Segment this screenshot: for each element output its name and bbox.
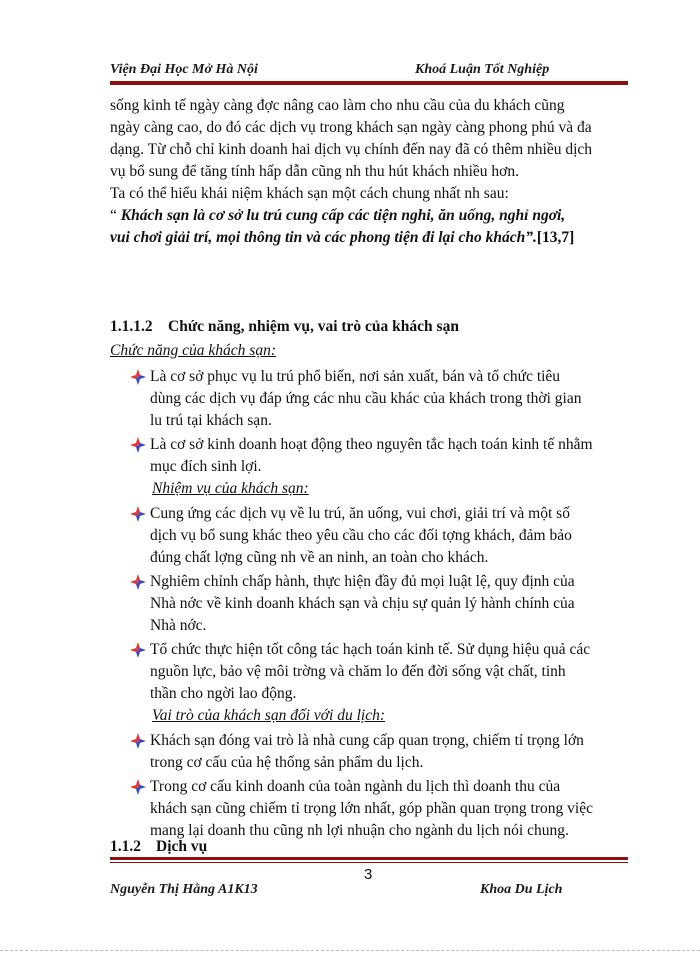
header-thesis: Khoá Luận Tốt Nghiệp: [415, 62, 550, 77]
list-item: [110, 366, 628, 432]
list-line: Khách sạn đóng vai trò là nhà cung cấp quan trọng, chiếm tỉ trọng lớn: [150, 732, 584, 749]
list-line: dịch vụ bổ sung khác theo yêu cầu cho các đối tợng khách, đảm bảo: [150, 527, 572, 544]
section-body: [110, 340, 628, 842]
list-line: nguồn lực, bảo vệ môi trờng và chăm lo đến đời sống vật chất, tinh: [150, 663, 566, 680]
section-title: Chức năng, nhiệm vụ, vai trò của khách sạn: [168, 318, 459, 335]
bullet-icon: [130, 642, 146, 658]
quote-close: ”.: [525, 229, 537, 246]
quote-line: vui chơi giải trí, mọi thông tin và các phong tiện đi lại cho khách: [110, 229, 526, 246]
bullet-icon: [130, 574, 146, 590]
list-item: [110, 730, 628, 774]
bullet-icon: [130, 779, 146, 795]
list-line: Nghiêm chỉnh chấp hành, thực hiện đầy đủ mọi luật lệ, quy định của: [150, 573, 575, 590]
functions-heading: Chức năng của khách sạn:: [110, 342, 277, 359]
intro-line: Ta có thể hiểu khái niệm khách sạn một cách chung nhất nh sau:: [110, 185, 509, 202]
section-number: 1.1.2: [110, 838, 141, 855]
list-line: dùng các dịch vụ đáp ứng các nhu cầu khác của khách trong thời gian: [150, 390, 582, 407]
list-item: [110, 571, 628, 637]
list-line: Tổ chức thực hiện tốt công tác hạch toán kinh tế. Sử dụng hiệu quả các: [150, 641, 591, 658]
header-rule: [110, 79, 628, 85]
page-break-line: [0, 950, 700, 951]
intro-line: dạng. Từ chỗ chỉ kinh doanh hai dịch vụ chính đến nay đã có thêm nhiều dịch: [110, 141, 593, 158]
citation: [13,7]: [536, 229, 575, 246]
list-line: Trong cơ cấu kinh doanh của toàn ngành du lịch thì doanh thu của: [150, 778, 561, 795]
list-line: khách sạn cũng chiếm tỉ trọng lớn nhất, góp phần quan trọng trong việc: [150, 800, 593, 817]
list-line: mục đích sinh lợi.: [150, 458, 262, 475]
quote-open: “: [110, 207, 121, 224]
intro-line: ngày càng cao, do đó các dịch vụ trong khách sạn ngày càng phong phú và đa: [110, 119, 592, 136]
list-line: Là cơ sở kinh doanh hoạt động theo nguyên tắc hạch toán kinh tế nhằm: [150, 436, 593, 453]
bullet-icon: [130, 733, 146, 749]
list-line: trong cơ cấu của hệ thống sản phẩm du lịch.: [150, 754, 424, 771]
bullet-icon: [130, 369, 146, 385]
list-line: đúng chất lợng cũng nh về an ninh, an toàn cho khách.: [150, 549, 489, 566]
footer-faculty: Khoa Du Lịch: [480, 882, 563, 897]
intro-line: sống kinh tế ngày càng đợc nâng cao làm cho nhu cầu của du khách cũng: [110, 97, 565, 114]
roles-heading: Vai trò của khách sạn đối với du lịch:: [152, 707, 385, 724]
bullet-icon: [130, 437, 146, 453]
definition-quote-cont: [110, 227, 628, 249]
header-institute: Viện Đại Học Mở Hà Nội: [110, 62, 258, 77]
list-line: Nhà nớc về kinh doanh khách sạn và chịu sự quản lý hành chính của: [150, 595, 575, 612]
list-item: [110, 639, 628, 705]
list-item: [110, 503, 628, 569]
section-number: 1.1.1.2: [110, 318, 153, 335]
section-heading-1112: [110, 318, 459, 336]
intro-line: vụ bổ sung để tăng tính hấp dẫn cũng nh thu hút khách nhiều hơn.: [110, 163, 519, 180]
definition-quote: [110, 205, 628, 227]
list-line: Cung ứng các dịch vụ về lu trú, ăn uống, vui chơi, giải trí và một số: [150, 505, 570, 522]
section-title: Dịch vụ: [156, 838, 208, 855]
page-number: 3: [364, 866, 373, 883]
list-item: [110, 434, 628, 478]
list-line: thần cho ngời lao động.: [150, 685, 297, 702]
section-heading-112: [110, 838, 207, 856]
quote-line: Khách sạn là cơ sở lu trú cung cấp các tiện nghi, ăn uống, nghỉ ngơi,: [120, 207, 566, 224]
list-line: Là cơ sở phục vụ lu trú phổ biến, nơi sản xuất, bán và tổ chức tiêu: [150, 368, 561, 385]
list-line: lu trú tại khách sạn.: [150, 412, 272, 429]
bullet-icon: [130, 506, 146, 522]
duties-heading: Nhiệm vụ của khách sạn:: [152, 480, 309, 497]
list-line: Nhà nớc.: [150, 617, 207, 634]
list-line: mang lại doanh thu cũng nh lợi nhuận cho ngành du lịch nói chung.: [150, 822, 569, 839]
footer-author: Nguyễn Thị Hằng A1K13: [110, 882, 258, 897]
list-item: [110, 776, 628, 842]
footer-rule: [110, 857, 628, 863]
intro-paragraph: [110, 95, 628, 249]
